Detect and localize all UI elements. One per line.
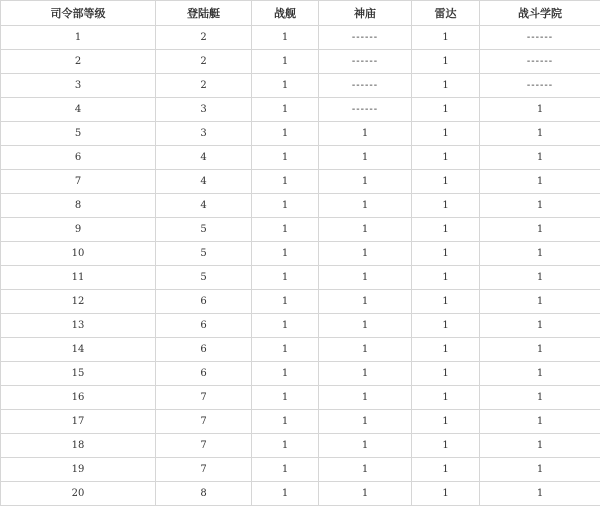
warship-cell: 1 bbox=[252, 290, 319, 314]
hq-level-cell: 15 bbox=[1, 362, 156, 386]
table-row bbox=[1, 170, 600, 194]
warship-cell: 1 bbox=[252, 266, 319, 290]
table-row bbox=[1, 98, 600, 122]
temple-cell: 1 bbox=[319, 218, 412, 242]
landing-craft-cell: 5 bbox=[156, 266, 252, 290]
combat-academy-cell: 1 bbox=[480, 434, 600, 458]
radar-cell: 1 bbox=[412, 290, 480, 314]
warship-cell: 1 bbox=[252, 26, 319, 50]
temple-cell: ------ bbox=[319, 74, 412, 98]
warship-cell: 1 bbox=[252, 362, 319, 386]
combat-academy-cell: 1 bbox=[480, 266, 600, 290]
header-warship: 战舰 bbox=[252, 1, 319, 26]
landing-craft-cell: 4 bbox=[156, 146, 252, 170]
landing-craft-cell: 7 bbox=[156, 458, 252, 482]
combat-academy-cell: 1 bbox=[480, 242, 600, 266]
header-combat-academy: 战斗学院 bbox=[480, 1, 600, 26]
warship-cell: 1 bbox=[252, 218, 319, 242]
table-row bbox=[1, 410, 600, 434]
hq-level-cell: 6 bbox=[1, 146, 156, 170]
combat-academy-cell: 1 bbox=[480, 314, 600, 338]
warship-cell: 1 bbox=[252, 386, 319, 410]
hq-level-cell: 19 bbox=[1, 458, 156, 482]
table-row bbox=[1, 194, 600, 218]
combat-academy-cell: 1 bbox=[480, 362, 600, 386]
landing-craft-cell: 6 bbox=[156, 362, 252, 386]
hq-level-cell: 10 bbox=[1, 242, 156, 266]
landing-craft-cell: 8 bbox=[156, 482, 252, 506]
hq-level-cell: 14 bbox=[1, 338, 156, 362]
warship-cell: 1 bbox=[252, 50, 319, 74]
combat-academy-cell: 1 bbox=[480, 458, 600, 482]
radar-cell: 1 bbox=[412, 386, 480, 410]
combat-academy-cell: 1 bbox=[480, 170, 600, 194]
radar-cell: 1 bbox=[412, 362, 480, 386]
warship-cell: 1 bbox=[252, 194, 319, 218]
temple-cell: 1 bbox=[319, 242, 412, 266]
header-hq-level: 司令部等级 bbox=[1, 1, 156, 26]
table-header bbox=[1, 1, 600, 26]
landing-craft-cell: 7 bbox=[156, 410, 252, 434]
landing-craft-cell: 2 bbox=[156, 74, 252, 98]
radar-cell: 1 bbox=[412, 194, 480, 218]
radar-cell: 1 bbox=[412, 122, 480, 146]
landing-craft-cell: 3 bbox=[156, 122, 252, 146]
hq-level-cell: 5 bbox=[1, 122, 156, 146]
temple-cell: 1 bbox=[319, 338, 412, 362]
temple-cell: 1 bbox=[319, 458, 412, 482]
warship-cell: 1 bbox=[252, 74, 319, 98]
hq-level-cell: 16 bbox=[1, 386, 156, 410]
temple-cell: ------ bbox=[319, 50, 412, 74]
warship-cell: 1 bbox=[252, 434, 319, 458]
combat-academy-cell: 1 bbox=[480, 218, 600, 242]
table-row bbox=[1, 338, 600, 362]
radar-cell: 1 bbox=[412, 218, 480, 242]
landing-craft-cell: 4 bbox=[156, 170, 252, 194]
hq-level-cell: 9 bbox=[1, 218, 156, 242]
temple-cell: 1 bbox=[319, 266, 412, 290]
landing-craft-cell: 4 bbox=[156, 194, 252, 218]
warship-cell: 1 bbox=[252, 146, 319, 170]
temple-cell: 1 bbox=[319, 314, 412, 338]
warship-cell: 1 bbox=[252, 338, 319, 362]
landing-craft-cell: 2 bbox=[156, 50, 252, 74]
hq-level-cell: 18 bbox=[1, 434, 156, 458]
landing-craft-cell: 5 bbox=[156, 242, 252, 266]
table-row bbox=[1, 50, 600, 74]
radar-cell: 1 bbox=[412, 242, 480, 266]
combat-academy-cell: 1 bbox=[480, 194, 600, 218]
table-row bbox=[1, 242, 600, 266]
landing-craft-cell: 5 bbox=[156, 218, 252, 242]
radar-cell: 1 bbox=[412, 458, 480, 482]
table-row bbox=[1, 482, 600, 506]
combat-academy-cell: 1 bbox=[480, 338, 600, 362]
table-body bbox=[1, 26, 600, 506]
hq-level-cell: 17 bbox=[1, 410, 156, 434]
landing-craft-cell: 6 bbox=[156, 290, 252, 314]
temple-cell: 1 bbox=[319, 386, 412, 410]
table-row bbox=[1, 458, 600, 482]
combat-academy-cell: ------ bbox=[480, 74, 600, 98]
landing-craft-cell: 3 bbox=[156, 98, 252, 122]
header-radar: 雷达 bbox=[412, 1, 480, 26]
table-row bbox=[1, 434, 600, 458]
radar-cell: 1 bbox=[412, 434, 480, 458]
temple-cell: 1 bbox=[319, 122, 412, 146]
radar-cell: 1 bbox=[412, 410, 480, 434]
temple-cell: ------ bbox=[319, 26, 412, 50]
temple-cell: 1 bbox=[319, 410, 412, 434]
temple-cell: 1 bbox=[319, 194, 412, 218]
table-row bbox=[1, 266, 600, 290]
temple-cell: 1 bbox=[319, 290, 412, 314]
header-row bbox=[1, 1, 600, 26]
radar-cell: 1 bbox=[412, 314, 480, 338]
warship-cell: 1 bbox=[252, 314, 319, 338]
header-landing-craft: 登陆艇 bbox=[156, 1, 252, 26]
temple-cell: ------ bbox=[319, 98, 412, 122]
radar-cell: 1 bbox=[412, 170, 480, 194]
radar-cell: 1 bbox=[412, 50, 480, 74]
warship-cell: 1 bbox=[252, 122, 319, 146]
hq-level-cell: 4 bbox=[1, 98, 156, 122]
combat-academy-cell: ------ bbox=[480, 26, 600, 50]
hq-level-cell: 1 bbox=[1, 26, 156, 50]
combat-academy-cell: 1 bbox=[480, 482, 600, 506]
landing-craft-cell: 6 bbox=[156, 338, 252, 362]
radar-cell: 1 bbox=[412, 26, 480, 50]
temple-cell: 1 bbox=[319, 146, 412, 170]
hq-level-cell: 8 bbox=[1, 194, 156, 218]
warship-cell: 1 bbox=[252, 410, 319, 434]
combat-academy-cell: 1 bbox=[480, 146, 600, 170]
combat-academy-cell: 1 bbox=[480, 98, 600, 122]
radar-cell: 1 bbox=[412, 146, 480, 170]
header-temple: 神庙 bbox=[319, 1, 412, 26]
landing-craft-cell: 6 bbox=[156, 314, 252, 338]
table-row bbox=[1, 74, 600, 98]
radar-cell: 1 bbox=[412, 338, 480, 362]
warship-cell: 1 bbox=[252, 482, 319, 506]
combat-academy-cell: ------ bbox=[480, 50, 600, 74]
hq-level-cell: 7 bbox=[1, 170, 156, 194]
radar-cell: 1 bbox=[412, 266, 480, 290]
warship-cell: 1 bbox=[252, 458, 319, 482]
combat-academy-cell: 1 bbox=[480, 410, 600, 434]
table-row bbox=[1, 122, 600, 146]
table-row bbox=[1, 26, 600, 50]
hq-level-cell: 13 bbox=[1, 314, 156, 338]
combat-academy-cell: 1 bbox=[480, 290, 600, 314]
temple-cell: 1 bbox=[319, 482, 412, 506]
table-row bbox=[1, 362, 600, 386]
landing-craft-cell: 2 bbox=[156, 26, 252, 50]
warship-cell: 1 bbox=[252, 242, 319, 266]
table-row bbox=[1, 386, 600, 410]
table-row bbox=[1, 146, 600, 170]
radar-cell: 1 bbox=[412, 482, 480, 506]
landing-craft-cell: 7 bbox=[156, 386, 252, 410]
landing-craft-cell: 7 bbox=[156, 434, 252, 458]
table-row bbox=[1, 290, 600, 314]
radar-cell: 1 bbox=[412, 74, 480, 98]
warship-cell: 1 bbox=[252, 98, 319, 122]
hq-level-cell: 11 bbox=[1, 266, 156, 290]
radar-cell: 1 bbox=[412, 98, 480, 122]
hq-level-cell: 20 bbox=[1, 482, 156, 506]
combat-academy-cell: 1 bbox=[480, 386, 600, 410]
hq-level-cell: 2 bbox=[1, 50, 156, 74]
hq-level-cell: 12 bbox=[1, 290, 156, 314]
temple-cell: 1 bbox=[319, 170, 412, 194]
combat-academy-cell: 1 bbox=[480, 122, 600, 146]
table-row bbox=[1, 314, 600, 338]
temple-cell: 1 bbox=[319, 434, 412, 458]
warship-cell: 1 bbox=[252, 170, 319, 194]
temple-cell: 1 bbox=[319, 362, 412, 386]
hq-level-cell: 3 bbox=[1, 74, 156, 98]
table-row bbox=[1, 218, 600, 242]
